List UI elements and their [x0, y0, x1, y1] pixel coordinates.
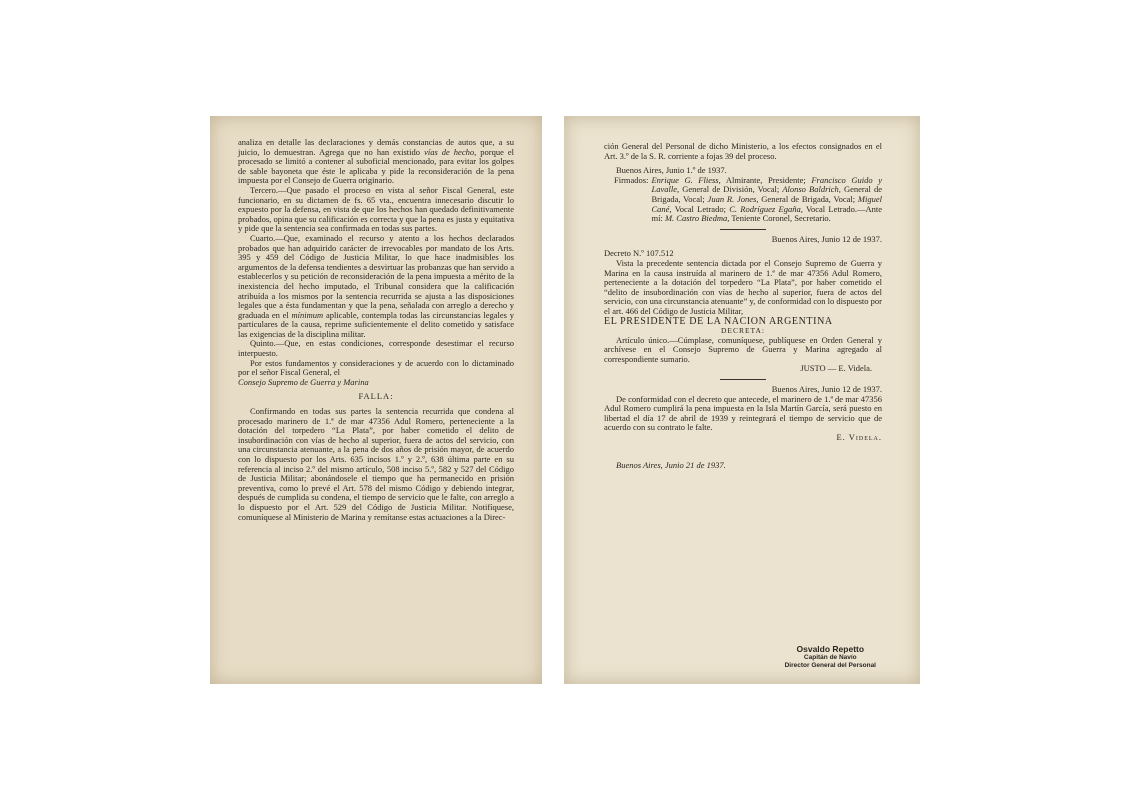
paragraph-article: Artículo único.—Cúmplase, comuníquese, publíquese en Orden General y archívese en el Consejo Supremo de Guerra y Marina agregado al correspondiente sumario.: [604, 334, 882, 364]
council-name: Consejo Supremo de Guerra y Marina: [238, 376, 369, 387]
official-rank: Capitán de Navío: [803, 654, 857, 661]
signatory-name: Juan R. Jones,: [707, 193, 759, 204]
paragraph-quinto: Quinto.—Que, en estas condiciones, corresponde desestimar el recurso interpuesto.: [238, 338, 514, 359]
left-page: [210, 116, 542, 684]
signature-justo: JUSTO — E. Videla.: [800, 363, 872, 374]
official-title: Director General del Personal: [784, 662, 876, 669]
right-text-column: [604, 142, 882, 470]
date-june-21: Buenos Aires, Junio 21 de 1937.: [616, 459, 726, 470]
decreta-heading: DECRETA:: [720, 326, 766, 336]
signatory-name: Miguel Cané,: [651, 193, 882, 214]
paragraph-fundamentos: Por estos fundamentos y consideraciones y de acuerdo con lo dictaminado por el señor Fiscal General, el: [238, 357, 514, 378]
signatory-name: C. Rodríguez Egaña,: [729, 203, 803, 214]
paragraph-continuation: ción General del Personal de dicho Ministerio, a los efectos consignados en el Art. 3.º de la S. R. corriente a fojas 39 del proceso.: [604, 141, 882, 161]
paragraph-cuarto: Cuarto.—Que, examinado el recurso y atento a los hechos declarados probados que han adquirido carácter de irrevocables por mandato de los Arts. 395 y 459 del Código de Justicia Militar, lo que hace inadmisibles los argumentos de la defensa tendientes a desvirtuar las probanzas que han servido a establecerlos y su petición de reconsideración de la pena impuesta a mérito de la inexistencia del hecho imputado, el Tribunal considera que la calificación atribuída a los mismos por la sentencia recurrida se ajusta a las disposiciones legales que a ésta fundamentan y que la pena, señalada con arreglo a derecho y graduada en el mínimum aplicable, contempla todas las circunstancias legales y particulares de la causa, reprime suficientemente el delito cometido y satisface las exigencias de la disciplina militar.: [238, 232, 514, 339]
date-june-1: Buenos Aires, Junio 1.º de 1937.: [616, 165, 727, 176]
paragraph-intro: analiza en detalle las declaraciones y demás constancias de autos que, a su juicio, lo demuestran. Agrega que no han existido vías de hecho, porque el procesado se limitó a contener al suboficial mencionado, para evitar los golpes de sable bayoneta que éste le aplicaba y pide la reconsideración de la pena impuesta por el Consejo de Guerra originario.: [238, 137, 515, 186]
paragraph-ruling: Confirmando en todas sus partes la sentencia recurrida que condena al procesado marinero de 1.ª de mar 47356 Adul Romero, perteneciente a la dotación del torpedero “La Plata”, por haber cometido el delito de insubordinación con vías de hecho al superior, fuera de actos del servicio, con una circunstancia atenuante, a la pena de dos años de prisión mayor, de acuerdo con lo dispuesto por los Arts. 635 incisos 1.º y 2.º, 638 última parte en su referencia al inciso 2.º del mismo artículo, 508 inciso 5.º, 582 y 527 del Código de Justicia Militar; abonándosele el tiempo que ha permanecido en prisión preventiva, como lo prevé el Art. 578 del mismo Código y debiendo integrar, después de cumplida su condena, el tiempo de servicio que le falte, con arreglo a lo dispuesto por el Art. 529 del Código de Justicia Militar. Notifíquese, comuníquese al Ministerio de Marina y remítanse estas actuaciones a la Direc-: [238, 406, 514, 522]
left-text-column: [238, 138, 514, 522]
decree-number: Decreto N.º 107.512: [604, 248, 674, 259]
date-june-12-second: Buenos Aires, Junio 12 de 1937.: [771, 384, 882, 395]
paragraph-tercero: Tercero.—Que pasado el proceso en vista al señor Fiscal General, este funcionario, en su dictamen de fs. 65 vta., encuentra innecesario discutir lo expuesto por la defensa, en vista de que los hechos han quedado definitivamente probados, opina que su calificación es correcta y que la pena es justa y equitativa y pide que la sentencia sea confirmada en todas sus partes.: [238, 184, 514, 234]
signatory-name: Alonso Baldrich,: [782, 184, 841, 195]
date-june-12: Buenos Aires, Junio 12 de 1937.: [771, 233, 882, 244]
signed-label: Firmados:: [614, 174, 649, 185]
signatories: Firmados: Enrique G. Fliess, Almirante, Presidente; Francisco Guido y Lavalle, General de División, Vocal; Alonso Baldrich, General de Brigada, Vocal; Juan R. Jones, General de Brigada, Vocal; Miguel Cané, Vocal Letrado; C. Rodríguez Egaña, Vocal Letrado.—Ante mí: M. Castro Biedma, Teniente Coronel, Secretario.: [604, 176, 882, 224]
divider: [720, 379, 766, 380]
signatory-name: Francisco Guido y Lavalle,: [651, 174, 882, 195]
official-name: Osvaldo Repetto: [796, 644, 865, 654]
signature-videla: E. Videla.: [836, 432, 882, 443]
official-signature-block: [785, 644, 876, 670]
falla-heading: FALLA:: [358, 391, 394, 402]
paragraph-decree: Vista la precedente sentencia dictada por el Consejo Supremo de Guerra y Marina en la causa instruída al marinero de 1.ª de mar 47356 Adul Romero, perteneciente a la dotación del torpedero “La Plata”, por haber cometido el “delito de insubordinación con vías de hecho al superior, fuera de actos del servicio, con una circunstancia atenuante” y, de conformidad con lo dispuesto por el art. 466 del Código de Justicia Militar,: [604, 257, 882, 316]
paragraph-conformity: De conformidad con el decreto que antecede, el marinero de 1.ª de mar 47356 Adul Romero cumplirá la pena impuesta en la Isla Martín García, será puesto en libertad el día 17 de abril de 1939 y reintegrará el tiempo de servicio que de acuerdo con su contrato le falte.: [604, 393, 882, 433]
president-heading: EL PRESIDENTE DE LA NACION ARGENTINA: [604, 315, 833, 327]
signatory-name: M. Castro Biedma,: [664, 213, 730, 224]
divider: [720, 229, 766, 230]
right-page: [564, 116, 920, 684]
signatory-name: Enrique G. Fliess,: [651, 174, 721, 185]
